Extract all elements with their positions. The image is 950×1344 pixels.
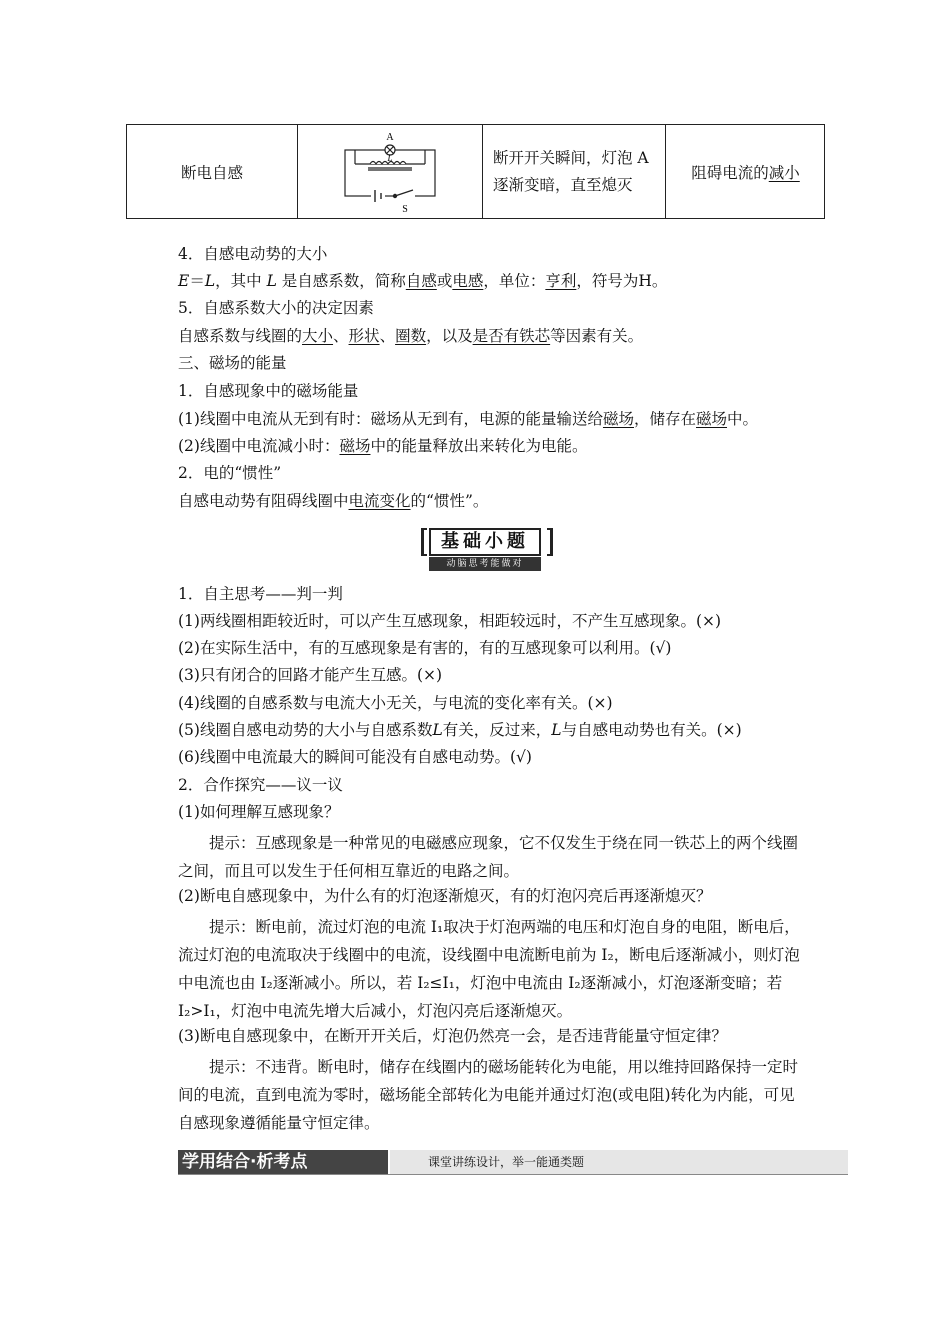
text: 或 xyxy=(436,272,453,290)
text: 是自感系数，简称 xyxy=(276,272,406,290)
phenomenon-line-2: 逐渐变暗，直至熄灭 xyxy=(493,175,633,194)
banner-rule xyxy=(178,1174,848,1175)
answer-blank: 自感 xyxy=(405,272,437,290)
text: ，符号为H。 xyxy=(576,272,668,290)
q1-item: (3)只有闭合的回路才能产生互感。(×) xyxy=(178,666,443,684)
answer-blank: 磁场 xyxy=(602,410,634,428)
lamp-label: A xyxy=(386,131,394,143)
l-symbol: L xyxy=(432,721,443,739)
q1-item xyxy=(178,719,742,741)
q2-answer-1: 提示：互感现象是一种常见的电磁感应现象，它不仅发生于绕在同一铁芯上的两个线圈之间，而且可以发生于任何相互靠近的电路之间。 xyxy=(178,834,799,880)
q1-item: (4)线圈的自感系数与电流大小无关，与电流的变化率有关。(×) xyxy=(178,694,613,712)
text: ，其中 xyxy=(215,272,267,290)
q2-answer-3: 提示：不违背。断电时，储存在线圈内的磁场能转化为电能，用以维持回路保持一定时间的电流，直到电流为零时，磁场能全部转化为电能并通过灯泡(或电阻)转化为内能，可见自感现象遵循能量守恒定律。 xyxy=(178,1058,799,1132)
table-cell-effect xyxy=(667,125,824,218)
q1-item: (6)线圈中电流最大的瞬间可能没有自感电动势。(√) xyxy=(178,748,532,766)
answer-blank: 电感 xyxy=(452,272,484,290)
text: 中。 xyxy=(727,410,759,428)
section-badge xyxy=(421,528,553,572)
badge-bracket-right xyxy=(547,528,553,556)
table-cell-type xyxy=(127,125,298,218)
text: (2)线圈中电流减小时： xyxy=(178,437,340,455)
banner-title: 学用结合·析考点 xyxy=(178,1150,388,1174)
part-3-p3 xyxy=(178,490,488,512)
answer-blank: 圈数 xyxy=(395,327,427,345)
l-symbol: L xyxy=(204,272,216,290)
text: 、 xyxy=(333,327,349,345)
text: 、 xyxy=(379,327,396,345)
equals: ＝ xyxy=(189,272,205,290)
text: (5)线圈自感电动势的大小与自感系数 xyxy=(178,721,433,739)
l-symbol: L xyxy=(266,272,277,290)
q2-title: 2．合作探究——议一议 xyxy=(178,776,343,794)
answer-blank: 大小 xyxy=(302,327,334,345)
q2-answer-2: 提示：断电前，流过灯泡的电流 I₁取决于灯泡两端的电压和灯泡自身的电阻，断电后，流过灯泡的电流取决于线圈中的电流，设线圈中电流断电前为 I₂，断电后逐渐减小，则灯泡中电流也由 I₂逐渐减小。所以，若 I₂≤I₁，灯泡中电流由 I₂逐渐减小，灯泡逐渐变暗；若 I₂>I₁，灯泡中电流先增大后减小，灯泡闪亮后逐渐熄灭。 xyxy=(178,918,800,1020)
part-3-sub-1: 1．自感现象中的磁场能量 xyxy=(178,382,359,400)
switch-label: S xyxy=(402,203,408,214)
section-4-body xyxy=(178,270,667,292)
table-cell-phenomenon xyxy=(483,125,666,218)
q1-title: 1．自主思考——判一判 xyxy=(178,585,343,603)
text: 自感电动势有阻碍线圈中 xyxy=(178,492,349,510)
part-3-heading: 三、磁场的能量 xyxy=(178,354,287,372)
emf-symbol: E xyxy=(178,272,190,290)
section-5-body xyxy=(178,325,643,347)
part-3-p1 xyxy=(178,408,758,430)
q1-item: (1)两线圈相距较近时，可以产生互感现象，相距较远时，不产生互感现象。(×) xyxy=(178,612,722,630)
q2-question-2: (2)断电自感现象中，为什么有的灯泡逐渐熄灭，有的灯泡闪亮后再逐渐熄灭？ xyxy=(178,887,712,905)
coil-label: L xyxy=(387,152,393,163)
badge-subtitle: 动脑思考能做对 xyxy=(429,557,541,571)
text: ，以及 xyxy=(426,327,473,345)
answer-blank: 磁场 xyxy=(339,437,371,455)
q2-question-3: (3)断电自感现象中，在断开开关后，灯泡仍然亮一会，是否违背能量守恒定律？ xyxy=(178,1027,727,1045)
text: ，单位： xyxy=(483,272,546,290)
phenomenon-line-1: 断开开关瞬间，灯泡 A xyxy=(493,148,649,167)
table-cell-diagram xyxy=(298,125,483,218)
text: 的“惯性”。 xyxy=(410,492,489,510)
part-3-p2 xyxy=(178,435,588,457)
answer-blank: 形状 xyxy=(348,327,380,345)
part-3-sub-2: 2．电的“惯性” xyxy=(178,464,282,482)
summary-table xyxy=(126,124,825,219)
phenomenon-text xyxy=(493,145,649,199)
answer-blank: 磁场 xyxy=(696,410,728,428)
badge-bracket-left xyxy=(421,528,427,556)
answer-blank: 亨利 xyxy=(545,272,577,290)
text: 与自感电动势也有关。(×) xyxy=(561,721,742,739)
l-symbol: L xyxy=(551,721,562,739)
text: (1)线圈中电流从无到有时：磁场从无到有，电源的能量输送给 xyxy=(178,410,603,428)
text: 等因素有关。 xyxy=(550,327,644,345)
q2-question-1: (1)如何理解互感现象？ xyxy=(178,803,340,821)
cell-text: 断电自感 xyxy=(180,163,243,182)
text: 有关，反过来， xyxy=(442,721,552,739)
q1-item: (2)在实际生活中，有的互感现象是有害的，有的互感现象可以利用。(√) xyxy=(178,639,672,657)
answer-blank: 是否有铁芯 xyxy=(472,327,551,345)
effect-prefix: 阻碍电流的 xyxy=(691,163,769,182)
answer-blank: 电流变化 xyxy=(348,492,411,510)
circuit-diagram xyxy=(335,130,445,214)
badge-title: 基础小题 xyxy=(429,528,541,556)
text: ，储存在 xyxy=(633,410,696,428)
banner-subtitle: 课堂讲练设计，举一能通类题 xyxy=(390,1150,848,1174)
text: 自感系数与线圈的 xyxy=(178,327,303,345)
section-5-title: 5．自感系数大小的决定因素 xyxy=(178,299,374,317)
effect-answer: 减小 xyxy=(768,163,800,182)
section-banner xyxy=(178,1150,848,1174)
section-4-title: 4．自感电动势的大小 xyxy=(178,245,328,263)
text: 中的能量释放出来转化为电能。 xyxy=(370,437,588,455)
